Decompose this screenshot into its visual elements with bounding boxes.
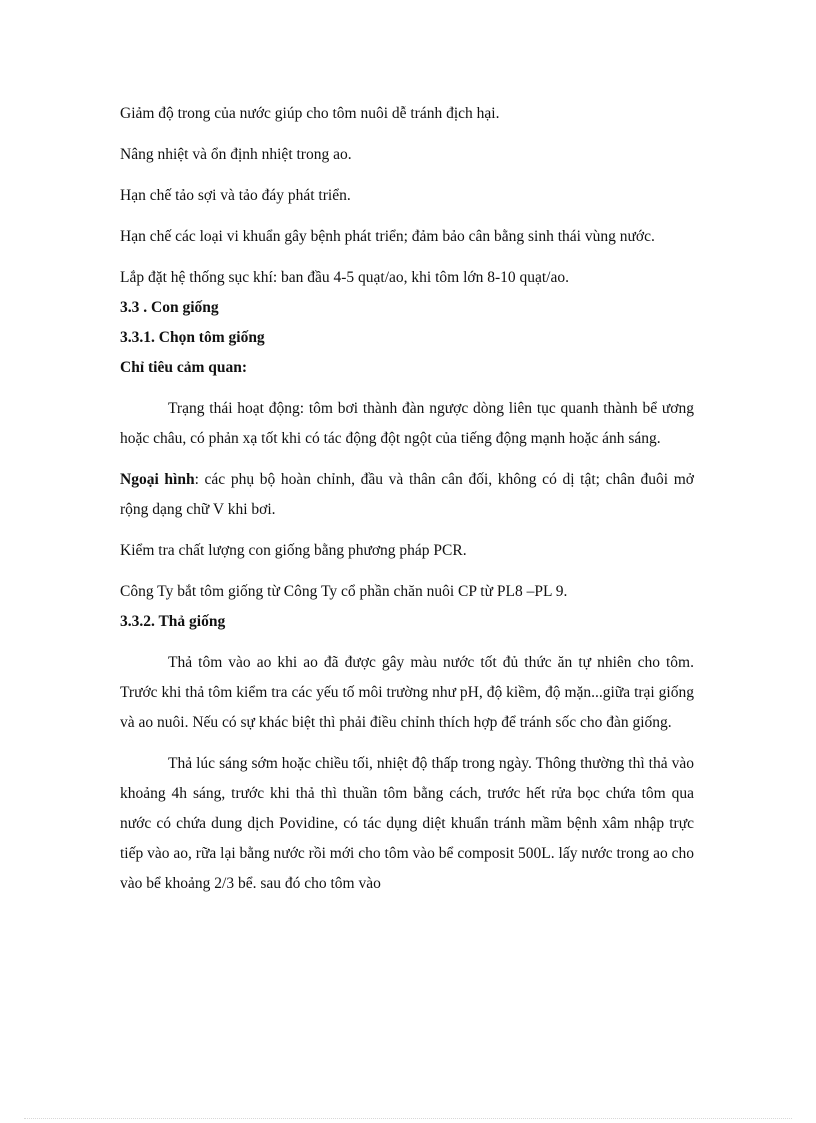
paragraph-stocking-conditions: Thả tôm vào ao khi ao đã được gây màu nước tốt đủ thức ăn tự nhiên cho tôm. Trước khi thả tôm kiểm tra các yếu tố môi trường như pH, độ kiềm, độ mặn...giữa trại giống và ao nuôi. Nếu có sự khác biệt thì phải điều chỉnh thích hợp để tránh sốc cho đàn giống. — [120, 654, 694, 731]
paragraph-aeration: Lắp đặt hệ thống sục khí: ban đầu 4-5 quạt/ao, khi tôm lớn 8-10 quạt/ao. — [120, 269, 569, 286]
document-body — [120, 99, 694, 899]
heading-section-3-3-2: 3.3.2. Thả giống — [120, 613, 226, 630]
paragraph-appearance — [120, 465, 694, 525]
heading-section-3-3-1: 3.3.1. Chọn tôm giống — [120, 329, 265, 346]
paragraph-stocking-procedure: Thả lúc sáng sớm hoặc chiều tối, nhiệt độ thấp trong ngày. Thông thường thì thả vào khoảng 4h sáng, trước khi thả thì thuần tôm bằng cách, trước hết rửa bọc chứa tôm qua nước có chứa dung dịch Povidine, có tác dụng diệt khuẩn tránh mầm bệnh xâm nhập trực tiếp vào ao, rữa lại bằng nước rồi mới cho tôm vào bể composit 500L. lấy nước trong ao cho vào bể khoảng 2/3 bể. sau đó cho tôm vào — [120, 755, 694, 892]
paragraph-pcr-check: Kiểm tra chất lượng con giống bằng phương pháp PCR. — [120, 542, 467, 559]
paragraph-algae: Hạn chế tảo sợi và tảo đáy phát triển. — [120, 187, 351, 204]
appearance-label: Ngoại hình — [120, 471, 195, 488]
heading-sensory-criteria: Chỉ tiêu cảm quan: — [120, 359, 248, 376]
heading-section-3-3: 3.3 . Con giống — [120, 299, 219, 316]
paragraph-temperature: Nâng nhiệt và ổn định nhiệt trong ao. — [120, 146, 352, 163]
paragraph-seed-source: Công Ty bắt tôm giống từ Công Ty cổ phần chăn nuôi CP từ PL8 –PL 9. — [120, 583, 568, 600]
appearance-text: : các phụ bộ hoàn chỉnh, đầu và thân cân đối, không có dị tật; chân đuôi mở rộng dạng chữ V khi bơi. — [120, 471, 695, 518]
page-bottom-divider — [24, 1118, 792, 1119]
paragraph-activity-state: Trạng thái hoạt động: tôm bơi thành đàn ngược dòng liên tục quanh thành bể ương hoặc châu, có phản xạ tốt khi có tác động đột ngột của tiếng động mạnh hoặc ánh sáng. — [120, 400, 694, 447]
paragraph-water-clarity: Giảm độ trong của nước giúp cho tôm nuôi dễ tránh địch hại. — [120, 105, 500, 122]
paragraph-bacteria: Hạn chế các loại vi khuẩn gây bệnh phát triển; đảm bảo cân bằng sinh thái vùng nước. — [120, 228, 655, 245]
